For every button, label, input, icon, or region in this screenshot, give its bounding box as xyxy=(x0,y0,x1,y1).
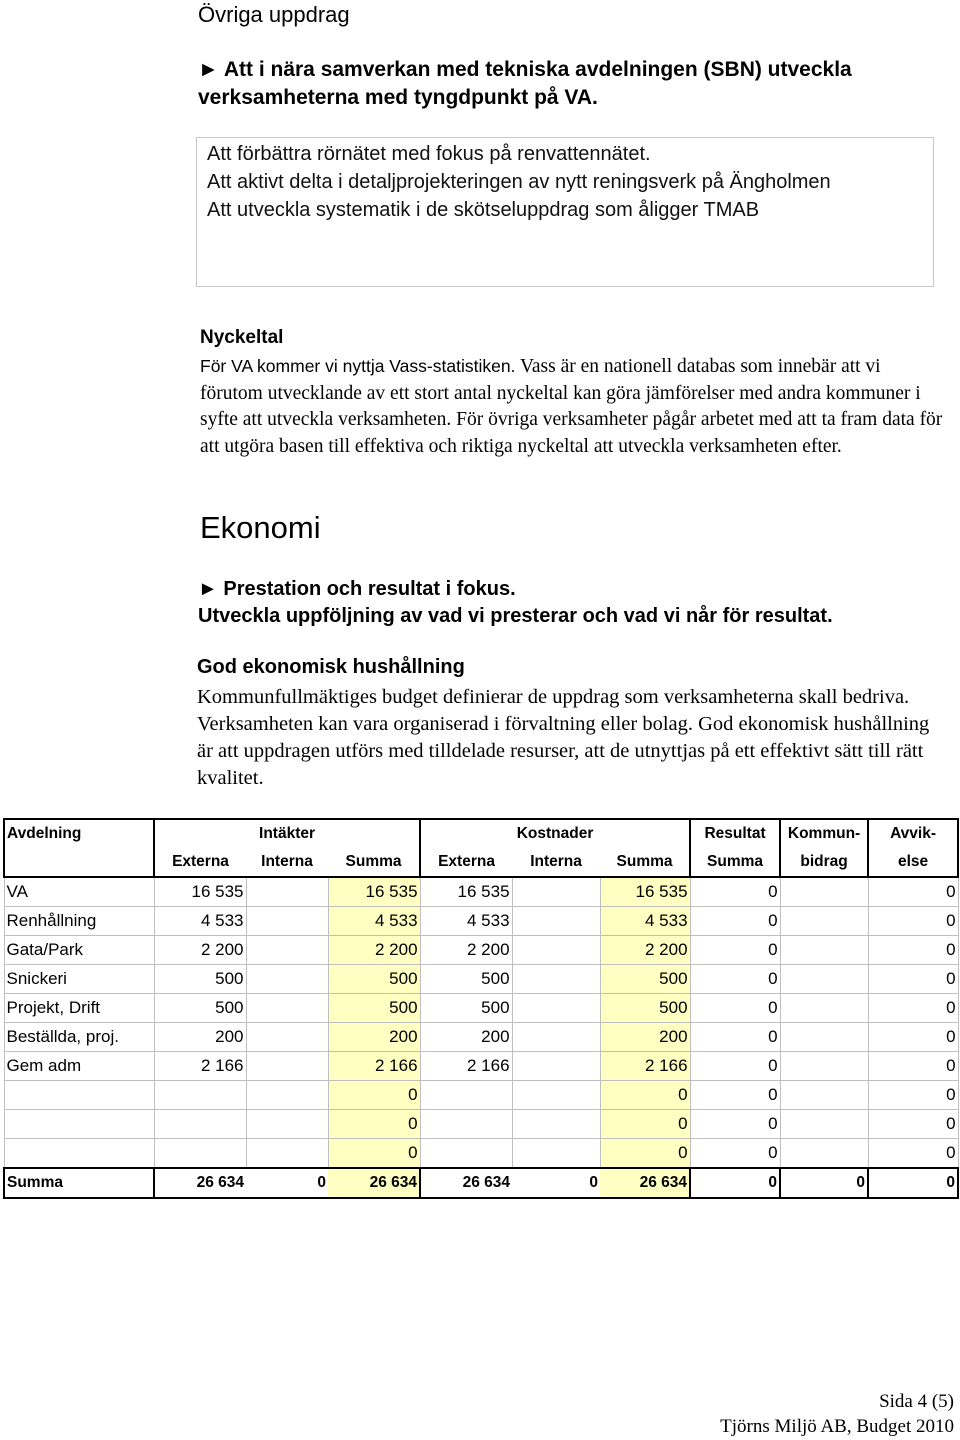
header-intakter-interna: Interna xyxy=(246,848,328,877)
row-label: VA xyxy=(4,877,154,907)
table-row: Snickeri 500 500 500 500 0 0 xyxy=(4,965,958,994)
row-label: Gata/Park xyxy=(4,936,154,965)
row-label xyxy=(4,1110,154,1139)
nyckeltal-paragraph xyxy=(200,353,945,460)
row-label: Renhållning xyxy=(4,907,154,936)
header-kostnader-interna: Interna xyxy=(512,848,600,877)
footer-document-title: Tjörns Miljö AB, Budget 2010 xyxy=(720,1416,954,1437)
table-header-row-2 xyxy=(4,848,958,877)
table-row: VA 16 535 16 535 16 535 16 535 0 0 xyxy=(4,877,958,907)
section-title-god-ekonomisk: God ekonomisk hushållning xyxy=(197,656,465,678)
nyckeltal-body: Vass är en nationell databas som innebär att vi förutom utvecklande av ett stort antal nyckeltal kan göra jämförelser med andra kommuner i syfte att utveckla verksamheten. För övriga verksamheter pågår arbetet med att ta fram data för att utgöra basen till effektiva och riktiga nyckeltal att utveckla verksamheten efter. xyxy=(200,356,943,457)
header-resultat: Resultat xyxy=(690,819,780,848)
row-label: Snickeri xyxy=(4,965,154,994)
row-label: Gem adm xyxy=(4,1052,154,1081)
table-total-row: Summa 26 634 0 26 634 26 634 0 26 634 0 0 0 xyxy=(4,1168,958,1198)
header-kostnader-summa: Summa xyxy=(600,848,690,877)
header-avdelning: Avdelning xyxy=(4,819,154,848)
ekonomi-goal-line1: ► Prestation och resultat i fokus. xyxy=(198,578,516,600)
table-row: 0 0 0 0 xyxy=(4,1110,958,1139)
header-kostnader: Kostnader xyxy=(420,819,690,848)
header-kommunbidrag-2: bidrag xyxy=(780,848,868,877)
header-intakter-summa: Summa xyxy=(328,848,420,877)
table-row: Gem adm 2 166 2 166 2 166 2 166 0 0 xyxy=(4,1052,958,1081)
table-row: Projekt, Drift 500 500 500 500 0 0 xyxy=(4,994,958,1023)
table-row: 0 0 0 0 xyxy=(4,1081,958,1110)
header-kostnader-externa: Externa xyxy=(420,848,512,877)
table-header-row-1 xyxy=(4,819,958,848)
ovriga-item: Att aktivt delta i detaljprojekteringen av nytt reningsverk på Ängholmen xyxy=(207,171,831,193)
budget-table xyxy=(3,818,959,1199)
ovriga-item: Att utveckla systematik i de skötseluppdrag som åligger TMAB xyxy=(207,199,760,221)
header-avvikelse-2: else xyxy=(868,848,958,877)
row-label xyxy=(4,1081,154,1110)
header-resultat-summa: Summa xyxy=(690,848,780,877)
header-intakter-externa: Externa xyxy=(154,848,246,877)
section-title-ovriga: Övriga uppdrag xyxy=(198,2,350,27)
table-row: 0 0 0 0 xyxy=(4,1139,958,1169)
section-title-ekonomi: Ekonomi xyxy=(200,510,321,545)
section-title-nyckeltal: Nyckeltal xyxy=(200,327,284,348)
total-label: Summa xyxy=(4,1168,154,1198)
header-kommunbidrag: Kommun- xyxy=(780,819,868,848)
table-row: Beställda, proj. 200 200 200 200 0 0 xyxy=(4,1023,958,1052)
row-label: Projekt, Drift xyxy=(4,994,154,1023)
row-label xyxy=(4,1139,154,1169)
footer-page-number: Sida 4 (5) xyxy=(879,1391,954,1412)
table-row: Renhållning 4 533 4 533 4 533 4 533 0 0 xyxy=(4,907,958,936)
ekonomi-goal xyxy=(198,576,958,630)
ovriga-goal: ► Att i nära samverkan med tekniska avdelningen (SBN) utveckla verksamheterna med tyngdpunkt på VA. xyxy=(198,58,852,109)
row-label: Beställda, proj. xyxy=(4,1023,154,1052)
nyckeltal-lead: För VA kommer vi nyttja Vass-statistiken. xyxy=(200,356,516,376)
ekonomi-goal-line2: Utveckla uppföljning av vad vi presterar och vad vi når för resultat. xyxy=(198,605,833,627)
ovriga-item: Att förbättra rörnätet med fokus på renvattennätet. xyxy=(207,143,651,165)
header-intakter: Intäkter xyxy=(154,819,420,848)
ovriga-box xyxy=(196,137,934,287)
table-row: Gata/Park 2 200 2 200 2 200 2 200 0 0 xyxy=(4,936,958,965)
header-avvikelse: Avvik- xyxy=(868,819,958,848)
god-ekonomisk-paragraph: Kommunfullmäktiges budget definierar de uppdrag som verksamheterna skall bedriva. Verksamheten kan vara organiserad i förvaltning eller bolag. God ekonomisk hushållning är att uppdragen utförs med tilldelade resurser, att de utnyttjas på ett effektivt sätt till rätt kvalitet. xyxy=(197,686,930,789)
